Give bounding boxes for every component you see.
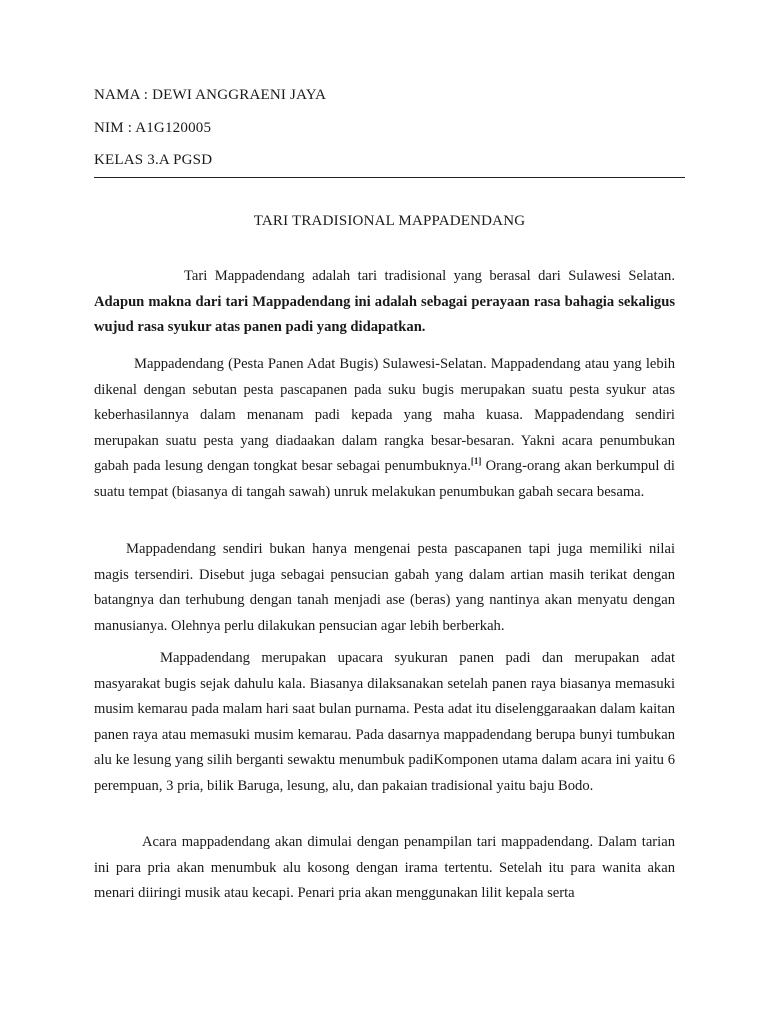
paragraph-ceremony: Mappadendang merupakan upacara syukuran panen padi dan merupakan adat masyarakat bugis sejak dahulu kala. Biasanya dilaksanakan setelah panen raya biasanya memasuki musim kemarau pada malam hari saat bulan purnama. Pesta adat itu diselenggaraakan dalam kaitan panen raya atau memasuki musim kemarau. Pada dasarnya mappadendang berupa bunyi tumbukan alu ke lesung yang silih berganti sewaktu menumbuk padiKomponen utama dalam acara ini yaitu 6 perempuan, 3 pria, bilik Baruga, lesung, alu, dan pakaian tradisional yaitu baju Bodo. bbox=[94, 650, 675, 794]
paragraph-festival-text: Mappadendang (Pesta Panen Adat Bugis) Sulawesi-Selatan. Mappadendang atau yang lebih dikenal dengan sebutan pesta pascapanen pada suku bugis merupakan suatu pesta syukur atas keberhasilannya dalam menanam padi kepada yang maha kuasa. Mappadendang sendiri merupakan suatu pesta yang diadaakan dalam rangka besar-besaran. Yakni acara penumbukan gabah pada lesung dengan tongkat besar sebagai penumbuknya. bbox=[94, 356, 675, 474]
paragraph-event: Acara mappadendang akan dimulai dengan penampilan tari mappadendang. Dalam tarian ini para pria akan menumbuk alu kosong dengan irama tertentu. Setelah itu para wanita akan menari diiringi musik atau kecapi. Penari pria akan menggunakan lilit kepala serta bbox=[94, 834, 675, 901]
student-name-line: NAMA : DEWI ANGGRAENI JAYA bbox=[94, 87, 327, 103]
paragraph-intro bbox=[94, 264, 675, 341]
paragraph-intro-bold: Adapun makna dari tari Mappadendang ini adalah sebagai perayaan rasa bahagia sekaligus wujud rasa syukur atas panen padi yang didapatkan. bbox=[94, 293, 675, 335]
student-nim-line: NIM : A1G120005 bbox=[94, 120, 212, 136]
citation-reference[interactable]: [1] bbox=[470, 456, 482, 467]
paragraph-mappadendang-festival bbox=[94, 352, 675, 505]
paragraph-intro-text: Tari Mappadendang adalah tari tradisional yang berasal dari Sulawesi Selatan. bbox=[184, 268, 675, 284]
student-class-line: KELAS 3.A PGSD bbox=[94, 152, 213, 168]
paragraph-festival-text-end: Orang-orang akan berkumpul di suatu tempat (biasanya di tangah sawah) unruk melakukan penumbukan gabah secara besama. bbox=[94, 458, 675, 500]
document-title: TARI TRADISIONAL MAPPADENDANG bbox=[253, 213, 526, 229]
paragraph-magic-value: Mappadendang sendiri bukan hanya mengenai pesta pascapanen tapi juga memiliki nilai magis tersendiri. Disebut juga sebagai pensucian gabah yang dalam artian masih terikat dengan batangnya dan terhubung dengan tanah menjadi ase (beras) yang nantinya akan menyatu dengan manusianya. Olehnya perlu dilakukan pensucian agar lebih berberkah. bbox=[94, 541, 675, 634]
header-divider bbox=[94, 177, 685, 178]
